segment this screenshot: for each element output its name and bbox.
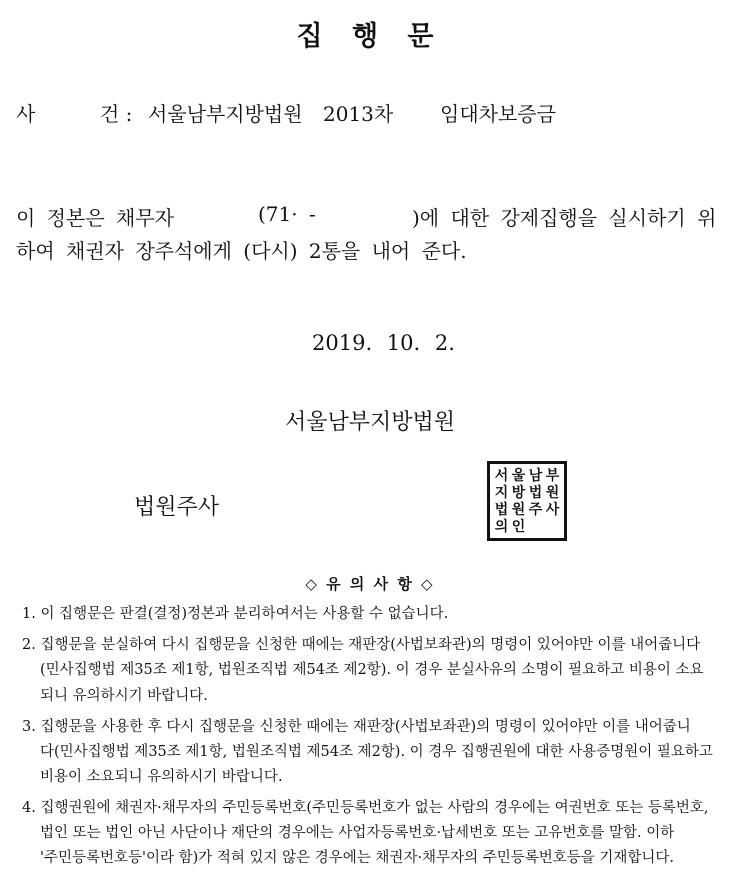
seal-glyph: 부	[545, 467, 560, 484]
clerk-title: 법원주사	[134, 495, 220, 520]
note-line: 4. 집행권원에 채권자·채무자의 주민등록번호(주민등록번호가 없는 사람의 경우에는 여권번호 또는 등록번호,	[22, 800, 709, 816]
note-line: 2. 집행문을 분실하여 다시 집행문을 신청한 때에는 재판장(사법보좌관)의 명령이 있어야만 이를 내어줍니다	[22, 637, 701, 653]
seal-glyph: 서	[494, 467, 509, 484]
case-number: 2013차	[323, 102, 394, 126]
seal-glyph: 법	[494, 501, 509, 518]
seal-glyph: 원	[511, 501, 526, 518]
case-name: 임대차보증금	[440, 102, 556, 126]
case-court: 서울남부지방법원	[148, 102, 303, 126]
body-line-2: 하여 채권자 장주석에게 (다시) 2통을 내어 준다.	[16, 239, 467, 263]
seal-glyph: 원	[545, 484, 560, 501]
note-line: 3. 집행문을 사용한 후 다시 집행문을 신청한 때에는 재판장(사법보좌관)의 명령이 있어야만 이를 내어줍니	[22, 719, 691, 735]
case-label: 사	[16, 102, 36, 126]
note-line: 1. 이 집행문은 판결(결정)정본과 분리하여서는 사용할 수 없습니다.	[22, 606, 449, 622]
seal-glyph: 사	[545, 501, 560, 518]
note-line: 비용이 소요되니 유의하시기 바랍니다.	[40, 769, 283, 785]
note-line: 다(민사집행법 제35조 제1항, 법원조직법 제54조 제2항). 이 경우 집행권원에 대한 사용증명원이 필요하고	[40, 744, 713, 760]
seal-glyph: 법	[528, 484, 543, 501]
seal-glyph: 남	[528, 467, 543, 484]
body-line-1: 이 정본은 채무자	[16, 206, 174, 230]
note-line: '주민등록번호등'이라 함)가 적혀 있지 않은 경우에는 채권자·채무자의 주민등록번호등을 기재합니다.	[40, 850, 675, 866]
seal-glyph: 방	[511, 484, 526, 501]
notes-title: ◇ 유 의 사 항 ◇	[305, 575, 435, 593]
note-line: 법인 또는 법인 아닌 사단이나 재단의 경우에는 사업자등록번호·납세번호 또는 고유번호를 말함. 이하	[40, 825, 675, 841]
seal-glyph: 울	[511, 467, 526, 484]
debtor-id-redacted: (71· -	[258, 202, 316, 226]
seal-glyph: 주	[528, 501, 543, 518]
issuing-court: 서울남부지방법원	[284, 410, 456, 435]
body-line-1-end: )에 대한 강제집행을 실시하기 위	[412, 206, 717, 230]
case-label-suffix: 건 :	[100, 102, 133, 126]
document-title: 집 행 문	[296, 21, 444, 52]
seal-glyph: 인	[511, 518, 526, 535]
seal-glyph: 의	[494, 518, 509, 535]
note-line: 되니 유의하시기 바랍니다.	[40, 688, 208, 704]
court-seal-icon	[487, 461, 567, 541]
seal-glyph: 지	[494, 484, 509, 501]
issue-date: 2019. 10. 2.	[312, 331, 455, 355]
note-line: (민사집행법 제35조 제1항, 법원조직법 제54조 제2항). 이 경우 분실사유의 소명이 필요하고 비용이 소요	[40, 662, 704, 678]
